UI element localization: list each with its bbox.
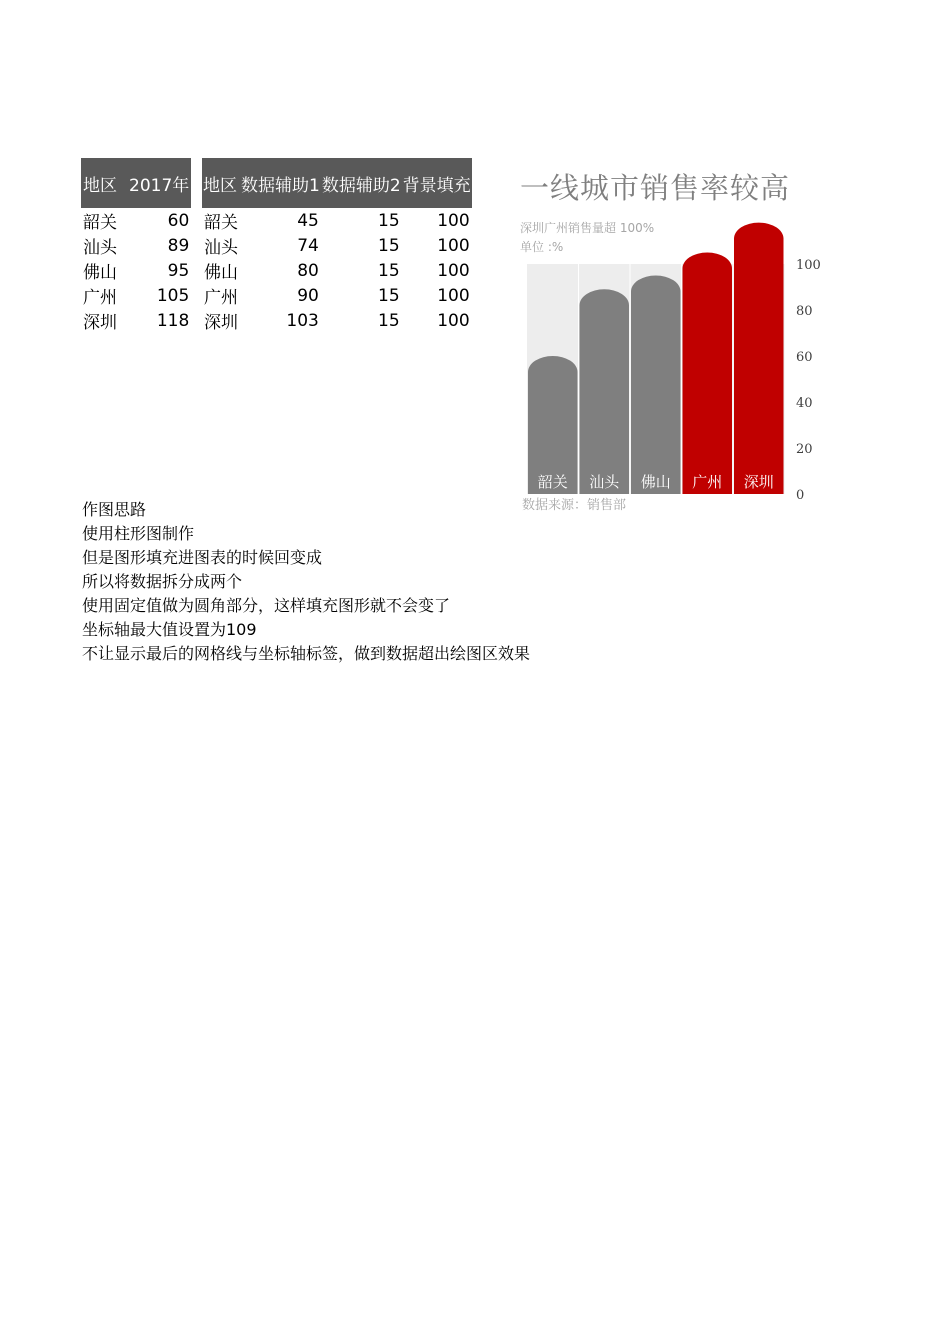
note-line: 使用柱形图制作	[82, 524, 195, 543]
chart-subtitle: 深圳广州销售量超 100%	[520, 221, 655, 235]
chart-plot	[514, 160, 844, 520]
table-header-row	[81, 158, 191, 208]
cell-region: 广州	[204, 288, 238, 308]
header-region: 地区	[81, 158, 127, 208]
y-tick-label: 60	[796, 350, 813, 365]
y-tick-label: 100	[796, 258, 821, 273]
sales-chart	[514, 160, 844, 520]
cell-value: 118	[156, 310, 190, 331]
data-bar	[580, 289, 630, 494]
table-header-row	[202, 158, 472, 208]
table-row	[81, 233, 191, 258]
note-line: 坐标轴最大值设置为109	[82, 620, 257, 639]
table-row	[81, 308, 191, 333]
category-label: 汕头	[589, 473, 620, 491]
cell-background: 100	[437, 260, 470, 281]
cell-helper2: 15	[378, 310, 400, 331]
cell-value: 60	[167, 210, 190, 231]
cell-background: 100	[437, 210, 470, 231]
cell-helper2: 15	[378, 285, 400, 306]
cell-helper1: 80	[297, 260, 319, 281]
table-row	[81, 283, 191, 308]
cell-region: 广州	[83, 288, 117, 308]
cell-helper2: 15	[378, 210, 400, 231]
helper-data-table	[202, 158, 472, 333]
header-2017: 2017年	[127, 158, 191, 208]
y-tick-label: 0	[796, 488, 805, 503]
cell-helper2: 15	[378, 260, 400, 281]
chart-unit-label: 单位 :%	[520, 240, 564, 254]
cell-region: 韶关	[204, 213, 238, 233]
cell-value: 89	[167, 235, 190, 256]
category-label: 佛山	[640, 473, 671, 491]
note-line: 但是图形填充进图表的时候回变成	[82, 548, 323, 567]
cell-helper1: 74	[297, 235, 319, 256]
note-line: 使用固定值做为圆角部分，这样填充图形就不会变了	[82, 596, 451, 615]
cell-region: 深圳	[204, 313, 238, 333]
category-label: 广州	[692, 473, 723, 491]
cell-background: 100	[437, 285, 470, 306]
table-row	[202, 308, 472, 333]
table-row	[81, 208, 191, 233]
cell-region: 佛山	[204, 263, 238, 283]
note-line: 作图思路	[82, 500, 147, 519]
cell-helper1: 103	[286, 310, 319, 331]
cell-value: 105	[156, 285, 190, 306]
note-line: 所以将数据拆分成两个	[82, 572, 243, 591]
y-tick-label: 40	[796, 396, 813, 411]
cell-region: 佛山	[83, 263, 117, 283]
header-region: 地区	[202, 158, 240, 208]
data-bar	[683, 253, 733, 495]
category-label: 韶关	[537, 473, 568, 491]
cell-region: 汕头	[204, 238, 238, 258]
cell-region: 韶关	[83, 213, 117, 233]
table-row	[202, 258, 472, 283]
notes-block	[82, 498, 530, 666]
cell-region: 深圳	[83, 313, 117, 333]
cell-region: 汕头	[83, 238, 117, 258]
table-row	[202, 233, 472, 258]
cell-background: 100	[437, 235, 470, 256]
cell-value: 95	[167, 260, 190, 281]
cell-helper1: 45	[297, 210, 319, 231]
y-tick-label: 80	[796, 304, 813, 319]
table-row	[202, 208, 472, 233]
header-helper2: 数据辅助2	[321, 158, 402, 208]
header-background: 背景填充	[402, 158, 472, 208]
source-data-table	[81, 158, 191, 333]
note-line: 不让显示最后的网格线与坐标轴标签，做到数据超出绘图区效果	[82, 644, 531, 663]
table-row	[202, 283, 472, 308]
data-bar	[631, 276, 681, 495]
cell-helper1: 90	[297, 285, 319, 306]
table-row	[81, 258, 191, 283]
chart-title: 一线城市销售率较高	[520, 171, 791, 205]
cell-background: 100	[437, 310, 470, 331]
data-bar	[734, 223, 784, 494]
header-helper1: 数据辅助1	[240, 158, 321, 208]
cell-helper2: 15	[378, 235, 400, 256]
category-label: 深圳	[743, 473, 774, 491]
y-tick-label: 20	[796, 442, 813, 457]
chart-source: 数据来源：销售部	[522, 498, 627, 513]
